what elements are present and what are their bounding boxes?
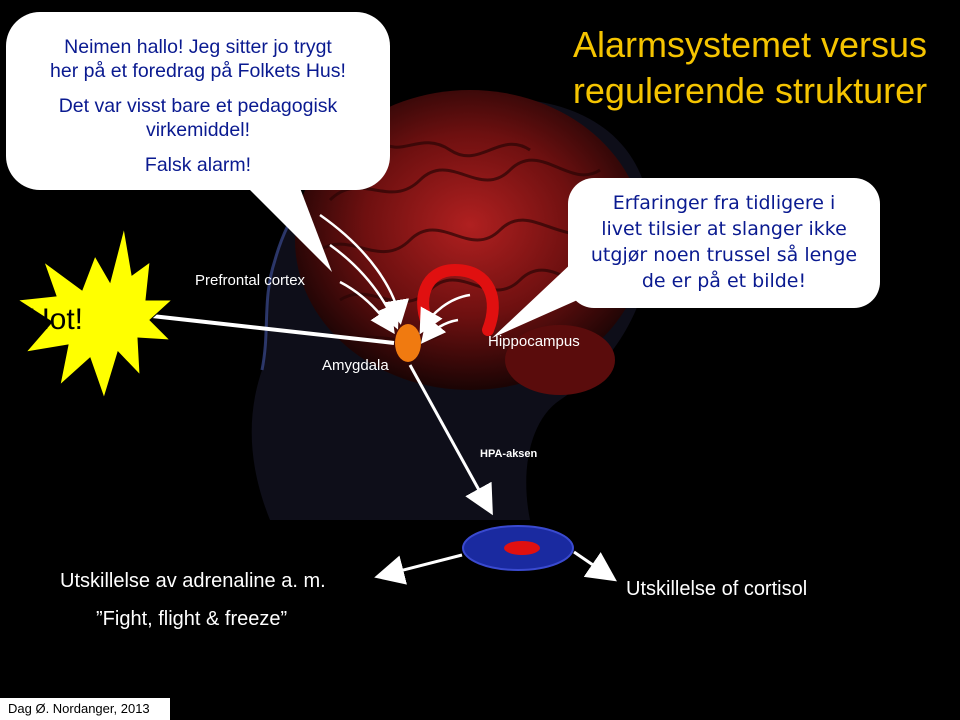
fight-flight-freeze-text: ”Fight, flight & freeze”: [96, 608, 288, 630]
amygdala-shape: [395, 324, 421, 362]
bubble-left-line-4: virkemiddel!: [145, 119, 251, 141]
slide-title: [540, 22, 960, 114]
bubble-right-line-3: utgjør noen trussel så lenge: [590, 244, 858, 266]
cortisol-output-text: Utskillelse of cortisol: [626, 578, 808, 600]
bubble-right-line-4: de er på et bilde!: [641, 270, 807, 292]
hpa-axis-label: HPA-aksen: [480, 448, 538, 460]
author-credit: Dag Ø. Nordanger, 2013: [0, 698, 170, 720]
adrenaline-arrow: [380, 555, 462, 576]
bubble-right-line-2: livet tilsier at slanger ikke: [601, 218, 847, 240]
bubble-left-line-1: Neimen hallo! Jeg sitter jo trygt: [64, 36, 332, 58]
prefrontal-cortex-label: Prefrontal cortex: [195, 272, 306, 289]
adrenal-medulla: [504, 541, 540, 555]
hot-label: Hot!: [28, 303, 84, 336]
bubble-right-line-1: Erfaringer fra tidligere i: [612, 192, 836, 214]
bubble-left-line-5: Falsk alarm!: [144, 154, 252, 176]
cortisol-arrow: [574, 552, 612, 578]
title-line-2: regulerende strukturer: [572, 70, 928, 111]
bubble-left-line-3: Det var visst bare et pedagogisk: [58, 95, 338, 117]
adrenaline-output-text: Utskillelse av adrenaline a. m.: [60, 570, 326, 592]
amygdala-label: Amygdala: [322, 357, 389, 374]
bubble-left-line-2: her på et foredrag på Folkets Hus!: [50, 60, 346, 82]
title-line-1: Alarmsystemet versus: [572, 24, 928, 65]
hippocampus-label: Hippocampus: [488, 333, 580, 350]
